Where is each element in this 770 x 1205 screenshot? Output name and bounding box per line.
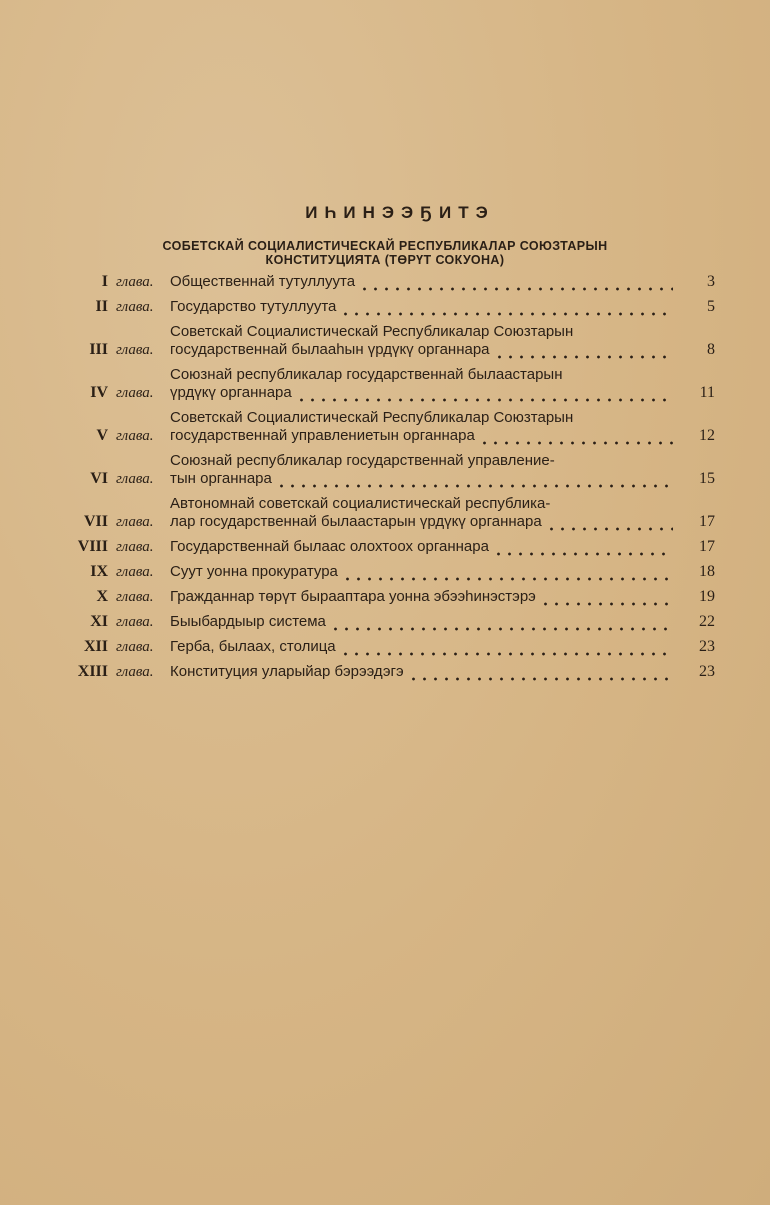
chapter-number: I (101, 273, 108, 290)
title-line (170, 341, 673, 359)
title-line (170, 427, 673, 445)
chapter-label: глава. (116, 564, 154, 580)
dot-leader (359, 277, 673, 291)
title-text: үрдүкү органнара (170, 384, 292, 401)
chapter-number: VI (90, 470, 108, 487)
chapter-title (170, 323, 673, 359)
title-text: Суут уонна прокуратура (170, 563, 338, 580)
dot-leader (546, 517, 673, 531)
chapter-title (170, 495, 673, 531)
title-line (170, 663, 673, 681)
title-line (170, 384, 673, 402)
title-text: Общественнай тутуллуута (170, 273, 356, 290)
chapter-number: II (95, 298, 108, 315)
dot-leader (540, 592, 673, 606)
page-number: 15 (699, 470, 715, 487)
toc-entry (60, 663, 715, 681)
title-line (170, 470, 673, 488)
title-text: Гражданнар төрүт бырааптара уонна эбээһинэстэрэ (170, 588, 536, 605)
chapter-title (170, 366, 673, 402)
chapter-number: VII (83, 513, 108, 530)
toc-entry (60, 563, 715, 581)
chapter-number: XIII (77, 663, 108, 680)
title-line (170, 538, 673, 556)
table-of-contents (60, 273, 715, 688)
title-line (170, 563, 673, 581)
chapter-title (170, 538, 673, 556)
chapter-label: глава. (116, 342, 154, 358)
title-text: Конституция уларыйар бэрээдэгэ (170, 663, 404, 680)
page-number: 23 (699, 663, 715, 680)
chapter-label: глава. (116, 299, 154, 315)
title-line (170, 613, 673, 631)
chapter-label: глава. (116, 385, 154, 401)
chapter-label: глава. (116, 614, 154, 630)
chapter-label: глава. (116, 428, 154, 444)
chapter-title (170, 638, 673, 656)
title-line (170, 588, 673, 606)
toc-entry (60, 538, 715, 556)
dot-leader (276, 474, 673, 488)
title-line (170, 298, 673, 316)
toc-entry (60, 273, 715, 291)
chapter-number: XI (90, 613, 108, 630)
title-line (170, 638, 673, 656)
chapter-number: VIII (77, 538, 108, 555)
page-number: 23 (699, 638, 715, 655)
page-number: 11 (699, 384, 715, 401)
chapter-label: глава. (116, 471, 154, 487)
toc-entry (60, 495, 715, 531)
chapter-label: глава. (116, 274, 154, 290)
page-number: 19 (699, 588, 715, 605)
chapter-title (170, 563, 673, 581)
dot-leader (494, 345, 673, 359)
chapter-title (170, 613, 673, 631)
chapter-number: IV (90, 384, 108, 401)
title-text: Государственнай былаас олохтоох органнара (170, 538, 489, 555)
chapter-number: XII (83, 638, 108, 655)
title-text: Советскай Социалистическай Республикалар Союзтарын (170, 409, 574, 426)
title-text: Быыбардыыр система (170, 613, 326, 630)
chapter-number: V (96, 427, 108, 444)
page-number: 3 (707, 273, 715, 290)
dot-leader (296, 388, 673, 402)
title-text: тын органнара (170, 470, 272, 487)
page-number: 8 (707, 341, 715, 358)
chapter-title (170, 298, 673, 316)
title-line (170, 273, 673, 291)
toc-entry (60, 588, 715, 606)
page-number: 12 (699, 427, 715, 444)
toc-entry (60, 613, 715, 631)
title-line (170, 366, 673, 384)
toc-entry (60, 638, 715, 656)
dot-leader (330, 617, 673, 631)
toc-entry (60, 366, 715, 402)
chapter-label: глава. (116, 589, 154, 605)
title-text: Автономнай советскай социалистическай республика- (170, 495, 551, 512)
title-text: государственнай былааһын үрдүкү органнара (170, 341, 490, 358)
dot-leader (340, 642, 673, 656)
toc-entry (60, 298, 715, 316)
chapter-title (170, 663, 673, 681)
chapter-number: III (89, 341, 108, 358)
page-number: 18 (699, 563, 715, 580)
dot-leader (493, 542, 673, 556)
page-number: 17 (699, 538, 715, 555)
title-text: Советскай Социалистическай Республикалар Союзтарын (170, 323, 574, 340)
dot-leader (342, 567, 673, 581)
chapter-number: IX (90, 563, 108, 580)
title-text: Союзнай республикалар государственнай былаастарын (170, 366, 563, 383)
chapter-title (170, 409, 673, 445)
title-text: лар государственнай былаастарын үрдүкү органнара (170, 513, 542, 530)
title-text: Союзнай республикалар государственнай управление- (170, 452, 555, 469)
chapter-label: глава. (116, 664, 154, 680)
toc-entry (60, 452, 715, 488)
dot-leader (479, 431, 673, 445)
dot-leader (340, 302, 673, 316)
chapter-label: глава. (116, 639, 154, 655)
title-line (170, 409, 673, 427)
subtitle-line-1: СОБЕТСКАЙ СОЦИАЛИСТИЧЕСКАЙ РЕСПУБЛИКАЛАР СОЮЗТАРЫН (162, 239, 608, 253)
title-line (170, 495, 673, 513)
page-title: ИҺИНЭЭҔИТЭ (305, 203, 495, 222)
page-number: 17 (699, 513, 715, 530)
page-number: 22 (699, 613, 715, 630)
title-line (170, 452, 673, 470)
title-text: государственнай управлениетын органнара (170, 427, 475, 444)
chapter-number: X (96, 588, 108, 605)
subtitle-line-2: КОНСТИТУЦИЯТА (ТӨРҮТ СОКУОНА) (265, 253, 505, 267)
page-number: 5 (707, 298, 715, 315)
chapter-label: глава. (116, 539, 154, 555)
chapter-title (170, 452, 673, 488)
title-line (170, 513, 673, 531)
title-text: Герба, былаах, столица (170, 638, 336, 655)
toc-entry (60, 323, 715, 359)
title-line (170, 323, 673, 341)
chapter-title (170, 273, 673, 291)
chapter-title (170, 588, 673, 606)
chapter-label: глава. (116, 514, 154, 530)
dot-leader (408, 667, 673, 681)
title-text: Государство тутуллуута (170, 298, 337, 315)
toc-entry (60, 409, 715, 445)
